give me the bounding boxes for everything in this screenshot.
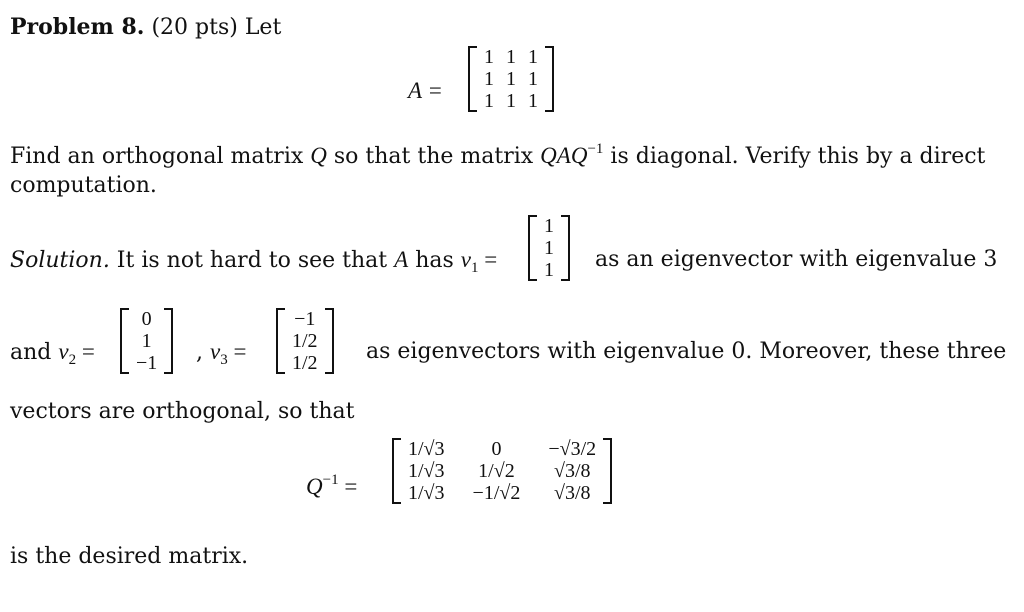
matrix-a-row: 1 1 1 — [484, 90, 538, 112]
qinv-lhs: $Q^{-1}$ = — [306, 472, 358, 499]
problem-points: (20 pts) Let — [151, 15, 282, 40]
eigen-line-mid: , $v_3$ = — [196, 339, 247, 368]
orthogonal-line: vectors are orthogonal, so that — [10, 399, 355, 424]
matrix-a — [468, 46, 554, 112]
problem-label: Problem 8. — [10, 14, 145, 40]
solution-label: Solution. — [10, 248, 110, 273]
matrix-qinv-row: 1/√3 −1/√2 √3/8 — [408, 482, 591, 504]
eigen-line-start: and $v_2$ = — [10, 339, 95, 368]
statement-line2: computation. — [10, 173, 157, 198]
solution-line-end: as an eigenvector with eigenvalue 3 — [595, 247, 998, 272]
vector-v1: 1 1 1 — [528, 215, 570, 281]
vector-v3: −1 1/2 1/2 — [276, 308, 334, 374]
vector-v2: 0 1 −1 — [120, 308, 173, 374]
solution-line: Solution. It is not hard to see that A has $v_1$ = — [10, 247, 498, 276]
eigen-line-end: as eigenvectors with eigenvalue 0. Moreover, these three — [366, 339, 1007, 364]
matrix-a-row: 1 1 1 — [484, 68, 538, 90]
problem-header — [10, 14, 281, 40]
matrix-qinv-row: 1/√3 1/√2 √3/8 — [408, 460, 591, 482]
matrix-qinv-row: 1/√3 0 −√3/2 — [408, 438, 597, 460]
matrix-qinv — [392, 438, 612, 504]
statement-line1: Find an orthogonal matrix Q so that the matrix $QAQ^{-1}$ is diagonal. Verify this by a direct — [10, 141, 986, 169]
matrix-a-row: 1 1 1 — [484, 46, 538, 68]
matrix-a-lhs: A = — [408, 78, 443, 103]
conclusion-line: is the desired matrix. — [10, 544, 249, 569]
